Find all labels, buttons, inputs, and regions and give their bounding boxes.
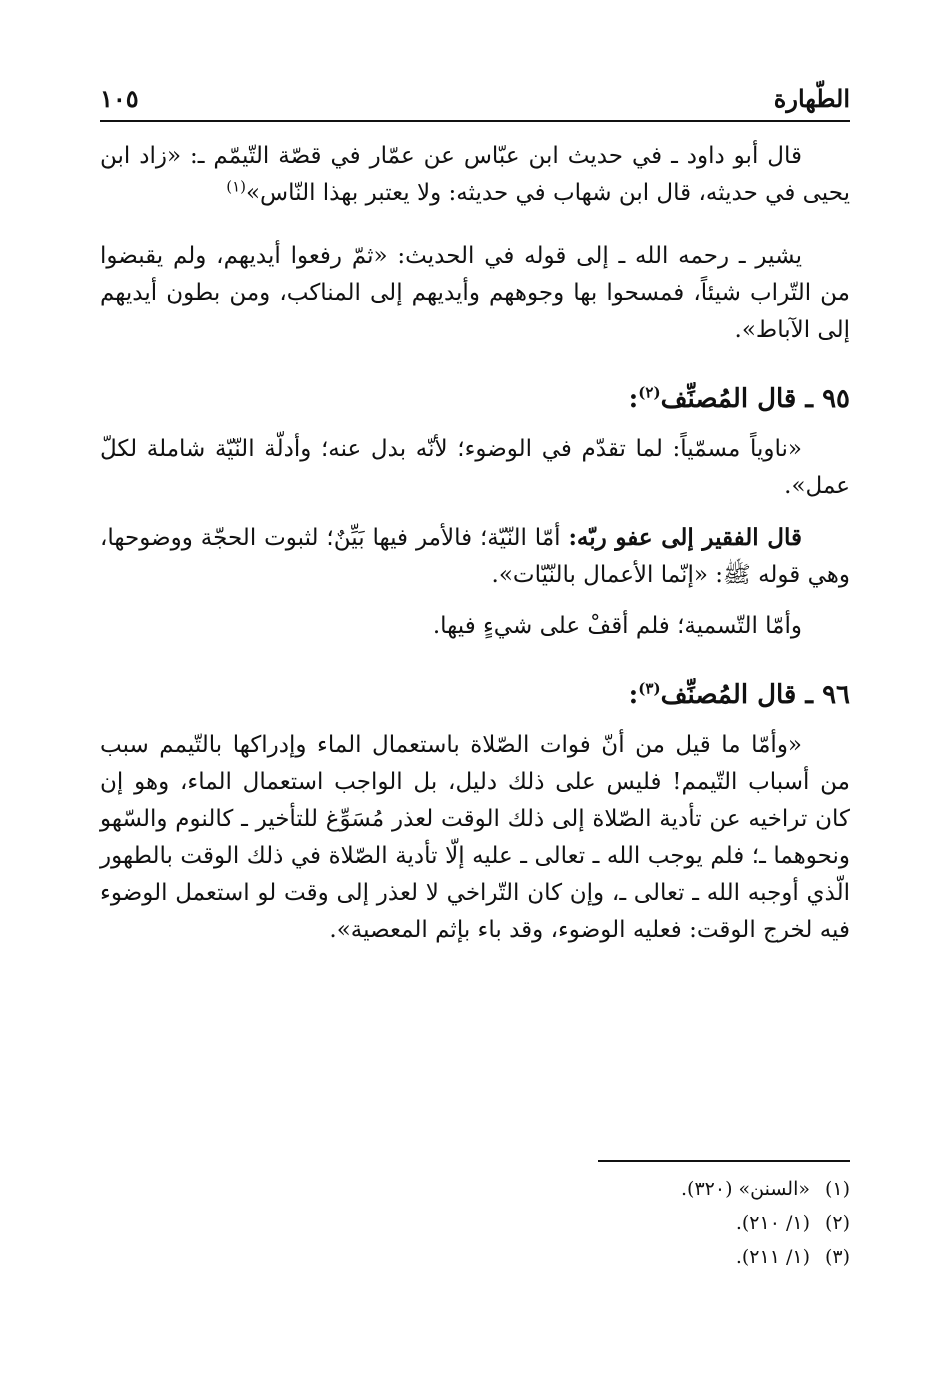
footnote-number: (٢) [824, 1212, 850, 1234]
paragraph-quote-niyya: «ناوياً مسمّياً: لما تقدّم في الوضوء؛ لأنّه بدل عنه؛ وأدلّة النّيّة شاملة لكلّ عمل». [100, 436, 850, 499]
header-divider [100, 120, 850, 122]
heading-text: ٩٥ ـ قال المُصنِّف [660, 384, 850, 414]
paragraph-commentary: يشير ـ رحمه الله ـ إلى قوله في الحديث: «ثمّ رفعوا أيديهم، ولم يقبضوا من التّراب شيئاً، فمسحوا بها وجوههم وأيديهم إلى المناكب، ومن بطون أيديهم إلى الآباط». [100, 243, 850, 343]
footnote-number: (١) [824, 1178, 850, 1200]
footnotes [400, 1172, 850, 1274]
running-header [100, 78, 850, 118]
footnote-item [400, 1172, 850, 1206]
footnote-ref: (٣) [638, 679, 661, 698]
footnote-text: «السنن» (٣٢٠). [681, 1178, 810, 1200]
section-heading-95 [100, 379, 850, 419]
footnote-text: (١/ ٢١٠). [735, 1212, 810, 1234]
paragraph-tasmiya: وأمّا التّسمية؛ فلم أقفْ على شيءٍ فيها. [432, 613, 802, 639]
heading-colon: : [628, 384, 639, 414]
footnote-number: (٣) [824, 1246, 850, 1268]
heading-colon: : [628, 680, 639, 710]
paragraph-abu-dawud [100, 138, 850, 212]
footnote-item [400, 1240, 850, 1274]
paragraph-author-response [100, 519, 850, 594]
footnote-divider [598, 1160, 850, 1162]
main-text [100, 138, 850, 949]
heading-text: ٩٦ ـ قال المُصنِّف [660, 680, 850, 710]
footnote-ref: (١) [226, 177, 246, 196]
chapter-title: الطّهارة [773, 84, 850, 113]
section-heading-96 [100, 675, 850, 715]
author-label: قال الفقير إلى عفو ربّه: [568, 524, 802, 551]
footnote-item [400, 1206, 850, 1240]
footnote-text: (١/ ٢١١). [735, 1246, 810, 1268]
paragraph-text: أمّا النّيّة؛ فالأمر فيها بَيِّنٌ؛ لثبوت الحجّة ووضوحها، وهي قوله ﷺ: «إنّما الأعمال بالنّيّات». [100, 525, 850, 588]
page-number: ١٠٥ [100, 84, 139, 113]
paragraph-text: قال أبو داود ـ في حديث ابن عبّاس عن عمّار في قصّة التّيمّم ـ: «زاد ابن يحيى في حديثه، قال ابن شهاب في حديثه: ولا يعتبر بهذا النّاس» [100, 143, 850, 206]
footnote-ref: (٢) [638, 383, 661, 402]
paragraph-quote-time: «وأمّا ما قيل من أنّ فوات الصّلاة باستعمال الماء وإدراكها بالتّيمم سبب من أسباب التّيمم! فليس على ذلك دليل، بل الواجب استعمال الماء، وهو إن كان تراخيه عن تأدية الصّلاة إلى ذلك الوقت لعذر مُسَوِّغ للتأخير ـ كالنوم والسّهو ونحوهما ـ؛ فلم يوجب الله ـ تعالى ـ عليه إلّا تأدية الصّلاة في ذلك الوقت بالطهور الّذي أوجبه الله ـ تعالى ـ، وإن كان التّراخي لا لعذر إلى وقت لو استعمل الوضوء فيه لخرج الوقت: فعليه الوضوء، وقد باء بإثم المعصية». [100, 732, 850, 943]
